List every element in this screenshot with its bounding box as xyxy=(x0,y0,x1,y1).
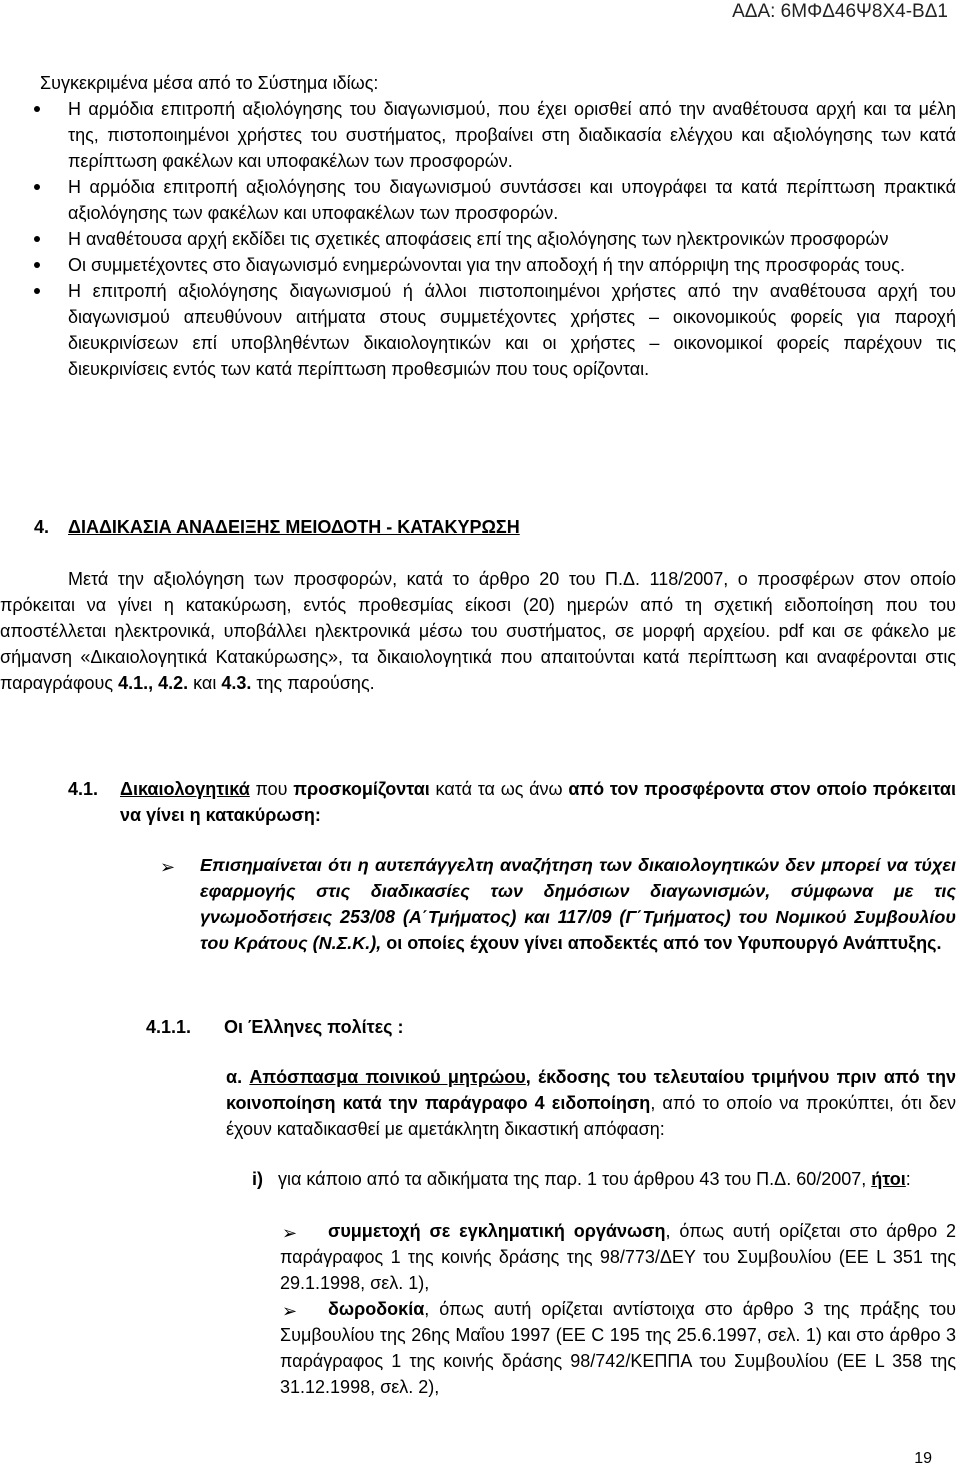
section-4-1-heading: Δικαιολογητικά που προσκομίζονται κατά τα ως άνω από τον προσφέροντα στον οποίο πρόκειται να γίνει η κατακύρωση: xyxy=(120,779,956,825)
list-item: Η αρμόδια επιτροπή αξιολόγησης του διαγωνισμού, που έχει ορισθεί από την αναθέτουσα αρχή και τα μέλη της, πιστοποιημένοι χρήστες του συστήματος, προβαίνει στη διαδικασία ελέγχου και αξιολόγησης των κατά περίπτωση φακέλων και υποφακέλων των προσφορών. xyxy=(34,96,956,174)
section-4-paragraph: Μετά την αξιολόγηση των προσφορών, κατά το άρθρο 20 του Π.Δ. 118/2007, ο προσφέρων στον οποίο πρόκειται να γίνει η κατακύρωση, εντός προθεσμίας είκοσι (20) ημερών από τη σχετική ειδοποίηση που του αποστέλλεται ηλεκτρονικά, υποβάλλει ηλεκτρονικά μέσω του συστήματος, σε μορφή αρχείου. pdf και σε φάκελο με σήμανση «Δικαιολογητικά Κατακύρωσης», τα δικαιολογητικά που απαιτούνται κατά περίπτωση και αναφέρονται στις παραγράφους 4.1., 4.2. και 4.3. της παρούσης. xyxy=(0,569,956,693)
item-i-label: i) xyxy=(252,1169,263,1189)
list-item: Η αναθέτουσα αρχή εκδίδει τις σχετικές αποφάσεις επί της αξιολόγησης των ηλεκτρονικών προσφορών xyxy=(34,226,956,252)
bullet-icon xyxy=(34,262,40,268)
list-item: Η αρμόδια επιτροπή αξιολόγησης του διαγωνισμού συντάσσει και υπογράφει τα κατά περίπτωση πρακτικά αξιολόγησης των φακέλων και υποφακέλων των προσφορών. xyxy=(34,174,956,226)
note-paragraph: Επισημαίνεται ότι η αυτεπάγγελτη αναζήτηση των δικαιολογητικών δεν μπορεί να τύχει εφαρμογής στις διαδικασίες των δημόσιων διαγωνισμών, σύμφωνα με τις γνωμοδοτήσεις 253/08 (Α΄Τμήματος) και 117/09 (Γ΄Τμήματος) του Νομικού Συμβουλίου του Κράτους (Ν.Σ.Κ.), οι οποίες έχουν γίνει αποδεκτές από τον Υφυπουργό Ανάπτυξης. xyxy=(200,855,956,953)
item-i-paragraph: για κάποιο από τα αδικήματα της παρ. 1 του άρθρου 43 του Π.Δ. 60/2007, ήτοι: xyxy=(278,1169,911,1189)
item-a-paragraph: α. Απόσπασμα ποινικού μητρώου, έκδοσης του τελευταίου τριμήνου πριν από την κοινοποίηση κατά την παράγραφο 4 ειδοποίηση, από το οποίο να προκύπτει, ότι δεν έχουν καταδικασθεί με αμετάκλητη δικαστική απόφαση: xyxy=(226,1067,956,1139)
intro-line: Συγκεκριμένα μέσα από το Σύστημα ιδίως: xyxy=(40,73,379,93)
arrow-bullet-icon: ➢ xyxy=(160,857,176,877)
bullet-icon xyxy=(34,288,40,294)
section-4-heading xyxy=(34,514,520,540)
section-4-1-1-title: Οι Έλληνες πολίτες : xyxy=(224,1017,404,1037)
section-4-1-1-number: 4.1.1. xyxy=(146,1017,192,1037)
section-number: 4. xyxy=(34,517,50,537)
ada-code: ΑΔΑ: 6ΜΦΔ46Ψ8Χ4-ΒΔ1 xyxy=(732,1,948,22)
page-number: 19 xyxy=(914,1450,932,1467)
section-4-1-number: 4.1. xyxy=(68,779,99,799)
sub-bullet-item: δωροδοκία, όπως αυτή ορίζεται αντίστοιχα στο άρθρο 3 της πράξης του Συμβουλίου της 26ης Μαΐου 1997 (ΕΕ C 195 της 25.6.1997, σελ. 1) και στο άρθρο 3 παράγραφος 1 της κοινής δράσης 98/742/ΚΕΠΠΑ του Συμβουλίου (ΕΕ L 358 της 31.12.1998, σελ. 2), xyxy=(280,1299,956,1397)
sub-bullet-item: συμμετοχή σε εγκληματική οργάνωση, όπως αυτή ορίζεται στο άρθρο 2 παράγραφος 1 της κοινής δράσης της 98/773/ΔΕΥ του Συμβουλίου (ΕΕ L 351 της 29.1.1998, σελ. 1), xyxy=(280,1221,956,1293)
arrow-bullet-icon: ➢ xyxy=(282,1223,298,1243)
bullet-icon xyxy=(34,106,40,112)
bullet-icon xyxy=(34,184,40,190)
list-item: Οι συμμετέχοντες στο διαγωνισμό ενημερώνονται για την αποδοχή ή την απόρριψη της προσφοράς τους. xyxy=(34,252,956,278)
duties-list xyxy=(34,96,956,382)
section-title: ΔΙΑΔΙΚΑΣΙΑ ΑΝΑΔΕΙΞΗΣ ΜΕΙΟΔΟΤΗ - ΚΑΤΑΚΥΡΩΣΗ xyxy=(68,517,520,537)
bullet-icon xyxy=(34,236,40,242)
list-item: Η επιτροπή αξιολόγησης διαγωνισμού ή άλλοι πιστοποιημένοι χρήστες από την αναθέτουσα αρχή του διαγωνισμού απευθύνουν αιτήματα στους συμμετέχοντες χρήστες – οικονομικούς φορείς για παροχή διευκρινίσεων επί υποβληθέντων δικαιολογητικών και οι χρήστες – οικονομικοί φορείς παρέχουν τις διευκρινίσεις εντός των κατά περίπτωση προθεσμιών που τους ορίζονται. xyxy=(34,278,956,382)
arrow-bullet-icon: ➢ xyxy=(282,1301,298,1321)
